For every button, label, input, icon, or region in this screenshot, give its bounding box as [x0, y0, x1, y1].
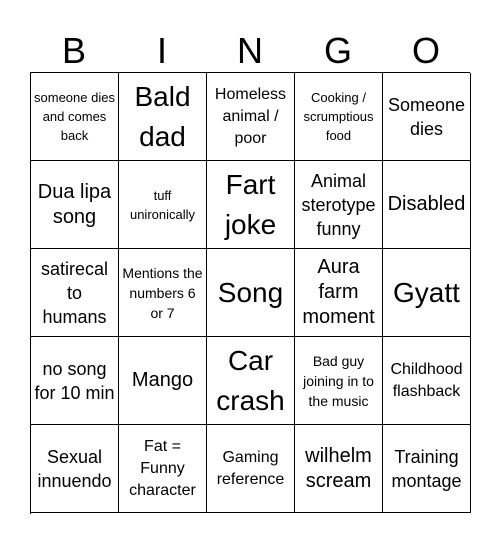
- bingo-cell-r3-c5[interactable]: [383, 249, 471, 337]
- bingo-cell-text: Cooking / scrumptious food: [303, 90, 374, 143]
- bingo-cell-r3-c2[interactable]: [119, 249, 207, 337]
- bingo-cell-text: Bald dad: [134, 80, 191, 152]
- bingo-cell-text: Aura farm moment: [302, 256, 375, 328]
- bingo-cell-r4-c2[interactable]: [119, 337, 207, 425]
- bingo-cell-r4-c4[interactable]: [295, 337, 383, 425]
- bingo-cell-text: Homeless animal / poor: [214, 85, 287, 147]
- bingo-cell-r3-c1[interactable]: [31, 249, 119, 337]
- bingo-cell-text: Someone dies: [387, 94, 466, 139]
- bingo-cell-r5-c5[interactable]: [383, 425, 471, 513]
- bingo-cell-text: Childhood flashback: [390, 360, 463, 400]
- bingo-cell-r5-c4[interactable]: [295, 425, 383, 513]
- bingo-cell-r5-c3[interactable]: [207, 425, 295, 513]
- bingo-cell-r4-c5[interactable]: [383, 337, 471, 425]
- bingo-cell-r2-c1[interactable]: [31, 161, 119, 249]
- bingo-cell-text: Mango: [131, 369, 194, 391]
- bingo-board: [30, 72, 470, 514]
- bingo-cell-r2-c4[interactable]: [295, 161, 383, 249]
- header-letter-n: N: [237, 30, 263, 71]
- bingo-cell-r1-c4[interactable]: [295, 73, 383, 161]
- bingo-cell-text: no song for 10 min: [34, 358, 115, 403]
- bingo-cell-text: Bad guy joining in to the music: [303, 352, 374, 409]
- bingo-cell-text: Fart joke: [224, 168, 277, 240]
- header-letter-i: I: [156, 30, 167, 71]
- bingo-cell-text: Fat = Funny character: [129, 437, 196, 499]
- bingo-cell-text: someone dies and comes back: [34, 90, 115, 143]
- bingo-cell-r1-c1[interactable]: [31, 73, 119, 161]
- bingo-cell-r5-c1[interactable]: [31, 425, 119, 513]
- bingo-cell-r3-c3[interactable]: [207, 249, 295, 337]
- bingo-cell-r1-c3[interactable]: [207, 73, 295, 161]
- bingo-cell-r4-c3[interactable]: [207, 337, 295, 425]
- bingo-cell-text: Dua lipa song: [37, 180, 112, 228]
- bingo-cell-text: Disabled: [387, 193, 466, 215]
- header-letter-g: G: [323, 30, 352, 71]
- bingo-cell-r2-c2[interactable]: [119, 161, 207, 249]
- bingo-cell-r1-c2[interactable]: [119, 73, 207, 161]
- bingo-cell-r1-c5[interactable]: [383, 73, 471, 161]
- bingo-cell-text: Mentions the numbers 6 or 7: [122, 264, 203, 321]
- bingo-cell-r2-c3[interactable]: [207, 161, 295, 249]
- bingo-cell-text: wilhelm scream: [305, 444, 372, 492]
- bingo-cell-r2-c5[interactable]: [383, 161, 471, 249]
- bingo-cell-text: Sexual innuendo: [37, 446, 112, 491]
- bingo-cell-text: Song: [217, 276, 284, 308]
- bingo-cell-r3-c4[interactable]: [295, 249, 383, 337]
- bingo-cell-text: tuff unironically: [129, 187, 196, 222]
- header-letter-o: O: [411, 30, 440, 71]
- bingo-cell-r4-c1[interactable]: [31, 337, 119, 425]
- bingo-cell-text: Gyatt: [393, 276, 460, 308]
- bingo-cell-text: Gaming reference: [216, 448, 285, 488]
- bingo-cell-text: Animal sterotype funny: [301, 170, 376, 239]
- bingo-cell-text: Car crash: [216, 344, 285, 416]
- bingo-cell-text: satirecal to humans: [40, 258, 109, 327]
- bingo-cell-r5-c2[interactable]: [119, 425, 207, 513]
- bingo-cell-text: Training montage: [391, 446, 462, 491]
- header-letter-b: B: [61, 30, 86, 71]
- bingo-header: [30, 30, 470, 72]
